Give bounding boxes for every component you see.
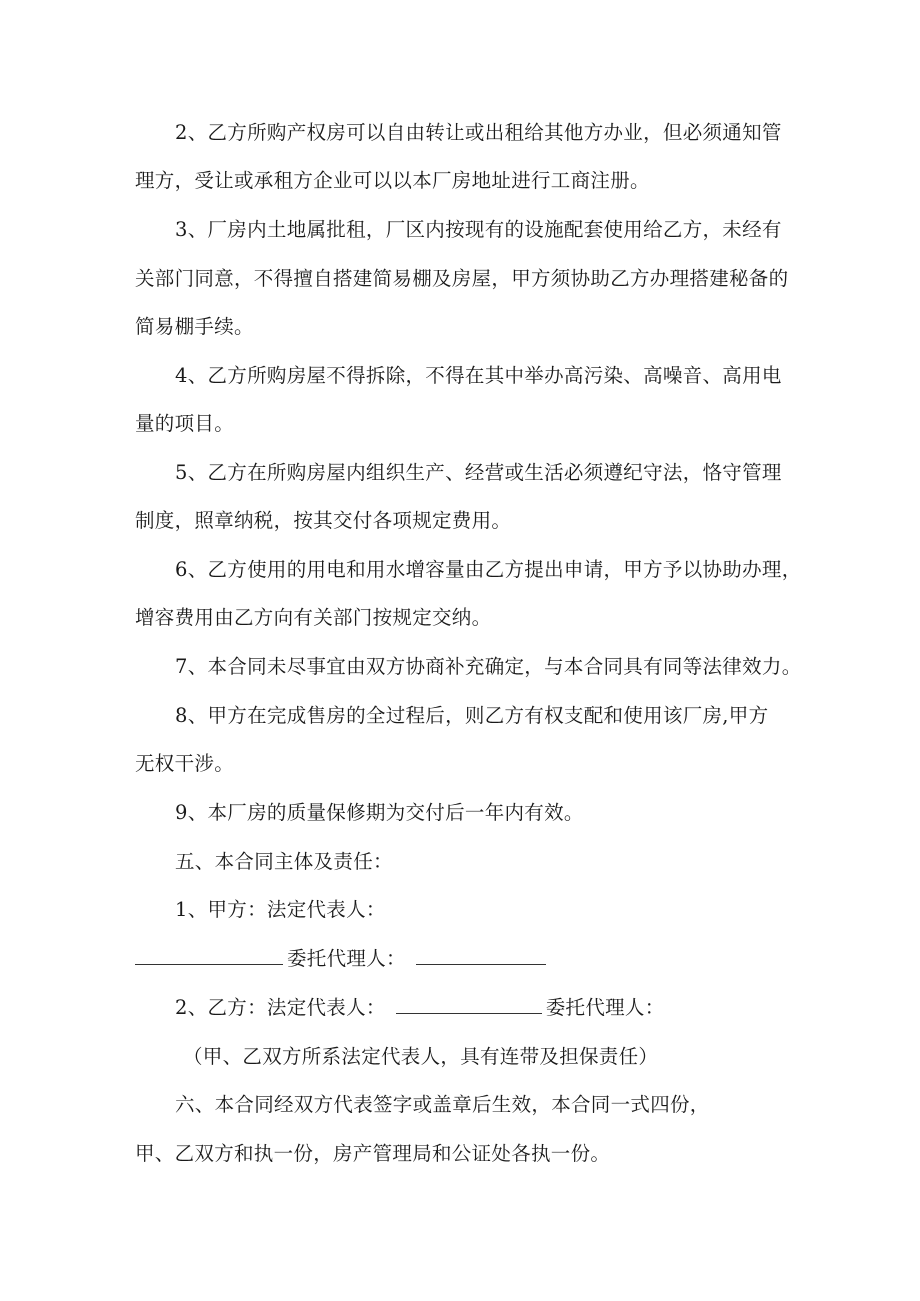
clause-8-line-2: 无权干涉。 xyxy=(135,752,235,775)
clause-9-line-1: 9、本厂房的质量保修期为交付后一年内有效。 xyxy=(175,801,584,824)
signature-blank xyxy=(135,962,283,965)
party-a-representative: 1、甲方：法定代表人： xyxy=(175,898,386,921)
clause-4-line-1: 4、乙方所购房屋不得拆除，不得在其中举办高污染、高噪音、高用电 xyxy=(175,364,782,387)
party-b-row xyxy=(175,995,665,1021)
signature-blank xyxy=(396,1011,542,1014)
joint-liability-note: （甲、乙双方所系法定代表人，具有连带及担保责任） xyxy=(183,1045,659,1068)
party-b-representative-label: 2、乙方：法定代表人： xyxy=(175,996,386,1019)
clause-3-line-1: 3、厂房内土地属批租，厂区内按现有的设施配套使用给乙方，未经有 xyxy=(175,218,782,241)
section-6-line-2: 甲、乙双方和执一份，房产管理局和公证处各执一份。 xyxy=(135,1142,611,1165)
clause-6-line-2: 增容费用由乙方向有关部门按规定交纳。 xyxy=(135,606,492,629)
party-b-agent-label: 委托代理人： xyxy=(545,996,665,1019)
clause-6-line-1: 6、乙方使用的用电和用水增容量由乙方提出申请，甲方予以协助办理， xyxy=(175,558,802,581)
clause-2-line-2: 理方，受让或承租方企业可以以本厂房地址进行工商注册。 xyxy=(135,169,650,192)
clause-7-line-1: 7、本合同未尽事宜由双方协商补充确定，与本合同具有同等法律效力。 xyxy=(175,655,802,678)
clause-8-line-1: 8、甲方在完成售房的全过程后，则乙方有权支配和使用该厂房,甲方 xyxy=(175,704,769,727)
party-a-agent-label: 委托代理人： xyxy=(287,947,406,970)
clause-5-line-2: 制度，照章纳税，按其交付各项规定费用。 xyxy=(135,509,512,532)
signature-blank xyxy=(416,962,546,965)
clause-4-line-2: 量的项目。 xyxy=(135,412,235,435)
clause-5-line-1: 5、乙方在所购房屋内组织生产、经营或生活必须遵纪守法，恪守管理 xyxy=(175,461,782,484)
party-a-agent-row xyxy=(135,946,550,972)
section-6-line-1: 六、本合同经双方代表签字或盖章后生效，本合同一式四份， xyxy=(175,1093,710,1116)
clause-2-line-1: 2、乙方所购产权房可以自由转让或出租给其他方办业，但必须通知管 xyxy=(175,121,782,144)
section-5-heading: 五、本合同主体及责任： xyxy=(175,850,393,873)
clause-3-line-3: 简易棚手续。 xyxy=(135,315,254,338)
clause-3-line-2: 关部门同意，不得擅自搭建简易棚及房屋，甲方须协助乙方办理搭建秘备的 xyxy=(135,267,789,290)
